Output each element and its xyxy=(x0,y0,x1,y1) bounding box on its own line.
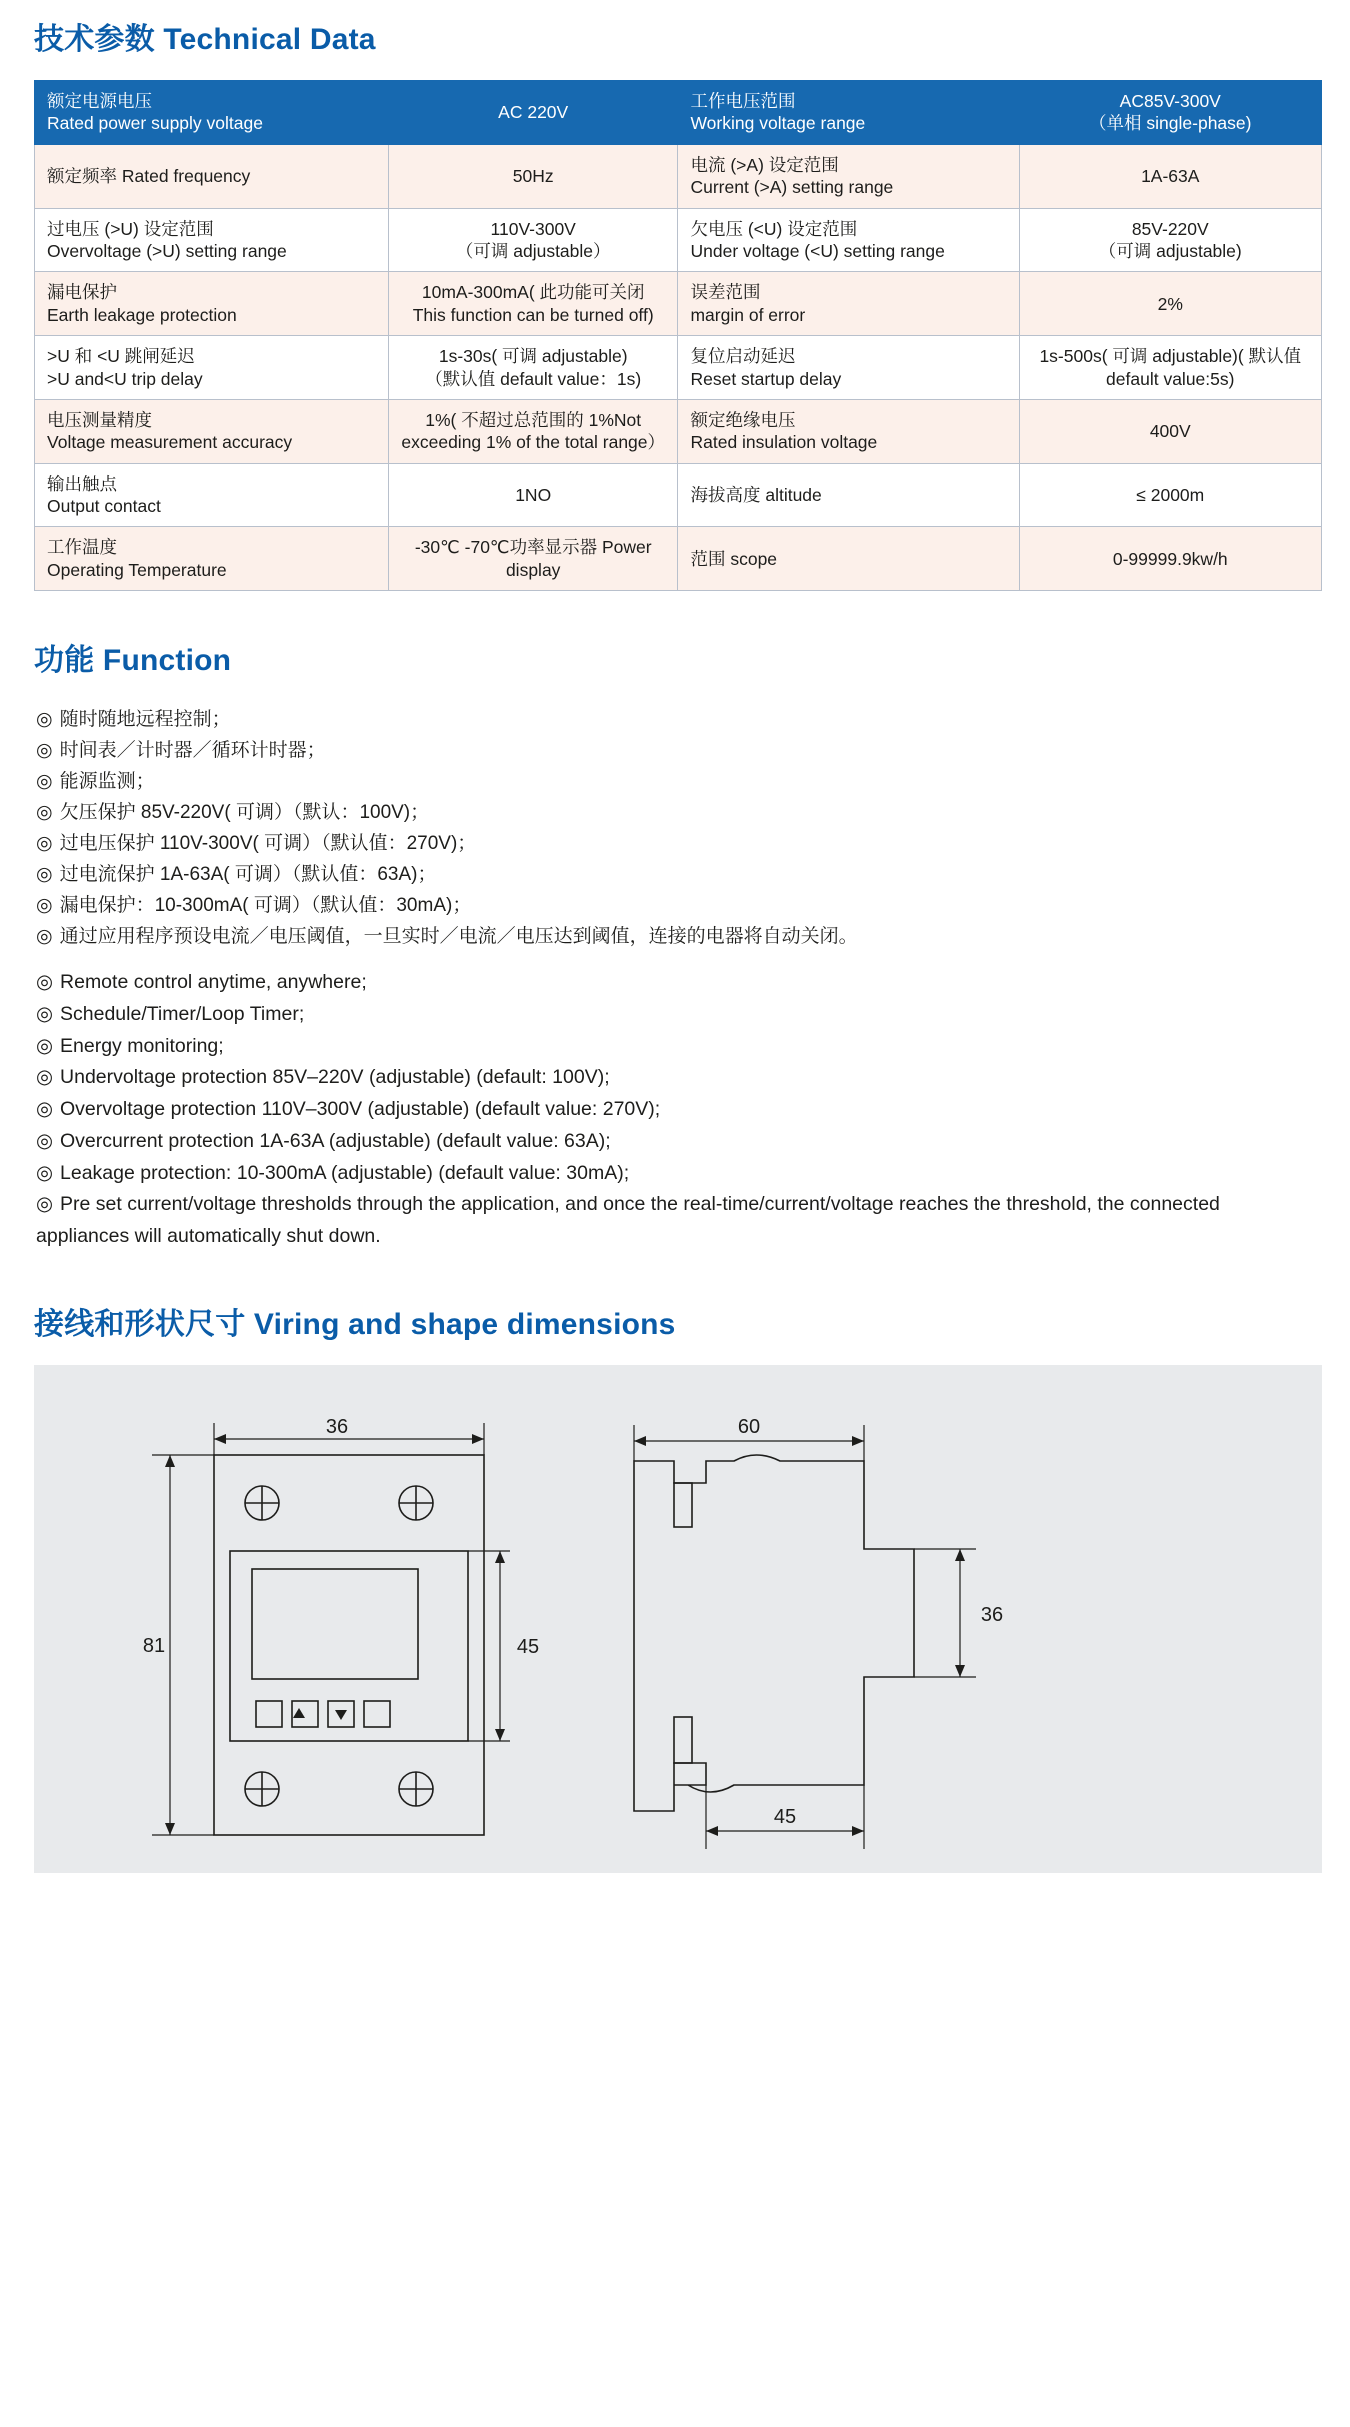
table-cell: 2% xyxy=(1019,272,1321,336)
technical-data-table xyxy=(34,80,1322,591)
list-item-label: Leakage protection: 10-300mA (adjustable) (default value: 30mA); xyxy=(60,1161,630,1184)
dim-front-width-label: 36 xyxy=(325,1416,349,1439)
list-item xyxy=(36,1062,1316,1094)
table-cell: 复位启动延迟 Reset startup delay xyxy=(678,336,1019,400)
bullet-icon: ◎ xyxy=(36,1002,54,1025)
table-cell: 误差范围 margin of error xyxy=(678,272,1019,336)
bullet-icon: ◎ xyxy=(36,833,53,855)
table-row xyxy=(35,463,1322,527)
table-cell: 110V-300V （可调 adjustable） xyxy=(388,208,678,272)
table-cell: 工作温度 Operating Temperature xyxy=(35,527,389,591)
bullet-icon: ◎ xyxy=(36,864,53,886)
list-separator xyxy=(36,953,1316,967)
bullet-icon: ◎ xyxy=(36,895,53,917)
technical-data-table-wrap xyxy=(30,58,1320,591)
list-item-label: 通过应用程序预设电流／电压阈值，一旦实时／电流／电压达到阈值，连接的电器将自动关闭。 xyxy=(59,926,858,948)
table-row xyxy=(35,208,1322,272)
list-item xyxy=(36,1189,1316,1253)
table-cell: 1NO xyxy=(388,463,678,527)
table-cell: 电流 (>A) 设定范围 Current (>A) setting range xyxy=(678,144,1019,208)
table-cell: 1%( 不超过总范围的 1%Not exceeding 1% of the total range） xyxy=(388,399,678,463)
list-item xyxy=(36,922,1316,953)
list-item-label: Energy monitoring; xyxy=(60,1034,224,1057)
list-item xyxy=(36,1094,1316,1126)
table-cell: AC85V-300V （单相 single-phase) xyxy=(1019,81,1321,145)
table-cell: 0-99999.9kw/h xyxy=(1019,527,1321,591)
dim-front-height-label: 81 xyxy=(142,1635,166,1658)
list-item xyxy=(36,767,1316,798)
list-item-label: Undervoltage protection 85V–220V (adjustable) (default: 100V); xyxy=(60,1066,610,1089)
dimensions-heading: 接线和形状尺寸 Viring and shape dimensions xyxy=(34,1308,676,1342)
list-item-label: Pre set current/voltage thresholds through the application, and once the real-time/current/voltage reaches the threshold, the connected appliances will automatically shut down. xyxy=(36,1193,1226,1248)
list-item xyxy=(36,1158,1316,1190)
table-row xyxy=(35,336,1322,400)
bullet-icon: ◎ xyxy=(36,1034,54,1057)
function-heading: 功能 Function xyxy=(34,644,232,678)
dimensions-figure xyxy=(34,1365,1322,1873)
dim-side-bottom-label: 45 xyxy=(773,1806,797,1829)
list-item xyxy=(36,999,1316,1031)
table-row xyxy=(35,144,1322,208)
bullet-icon: ◎ xyxy=(36,1129,54,1152)
down-arrow-icon xyxy=(335,1710,347,1720)
table-row xyxy=(35,399,1322,463)
list-item xyxy=(36,829,1316,860)
bullet-icon: ◎ xyxy=(36,1193,54,1216)
table-cell: 400V xyxy=(1019,399,1321,463)
table-cell: 范围 scope xyxy=(678,527,1019,591)
table-cell: 85V-220V （可调 adjustable) xyxy=(1019,208,1321,272)
list-item xyxy=(36,967,1316,999)
list-item xyxy=(36,860,1316,891)
table-cell: 10mA-300mA( 此功能可关闭 This function can be turned off) xyxy=(388,272,678,336)
technical-data-heading: 技术参数 Technical Data xyxy=(34,23,376,56)
list-item xyxy=(36,1126,1316,1158)
list-item-label: 欠压保护 85V-220V( 可调）（默认：100V)； xyxy=(59,802,430,824)
table-cell: -30℃ -70℃功率显示器 Power display xyxy=(388,527,678,591)
table-cell: 1s-30s( 可调 adjustable) （默认值 default value：1s) xyxy=(388,336,678,400)
list-item-label: Overcurrent protection 1A-63A (adjustable) (default value: 63A); xyxy=(60,1129,611,1152)
bullet-icon: ◎ xyxy=(36,926,53,948)
table-cell: 工作电压范围 Working voltage range xyxy=(678,81,1019,145)
function-list xyxy=(30,679,1320,1253)
table-cell: 输出触点 Output contact xyxy=(35,463,389,527)
list-item xyxy=(36,736,1316,767)
dim-side-width-label: 60 xyxy=(737,1416,761,1439)
list-item-label: Remote control anytime, anywhere; xyxy=(60,971,367,993)
table-cell: 漏电保护 Earth leakage protection xyxy=(35,272,389,336)
table-cell: AC 220V xyxy=(388,81,678,145)
list-item-label: 随时随地远程控制； xyxy=(59,709,231,731)
list-item-label: 过电流保护 1A-63A( 可调）（默认值：63A)； xyxy=(59,864,437,886)
list-item-label: Overvoltage protection 110V–300V (adjustable) (default value: 270V); xyxy=(60,1098,661,1121)
dim-side-inner-label: 36 xyxy=(980,1604,1004,1627)
table-row xyxy=(35,272,1322,336)
table-cell: 1s-500s( 可调 adjustable)( 默认值 default value:5s) xyxy=(1019,336,1321,400)
table-row xyxy=(35,527,1322,591)
list-item-label: 时间表／计时器／循环计时器； xyxy=(59,740,326,762)
list-item-label: Schedule/Timer/Loop Timer; xyxy=(60,1002,305,1025)
up-arrow-icon xyxy=(293,1708,305,1718)
table-cell: 额定频率 Rated frequency xyxy=(35,144,389,208)
bullet-icon: ◎ xyxy=(36,1161,54,1184)
list-item-label: 能源监测； xyxy=(59,771,155,793)
dim-front-inner-height-label: 45 xyxy=(516,1636,540,1659)
bullet-icon: ◎ xyxy=(36,740,53,762)
table-cell: 额定电源电压 Rated power supply voltage xyxy=(35,81,389,145)
table-row xyxy=(35,81,1322,145)
bullet-icon: ◎ xyxy=(36,1066,54,1089)
table-cell: 额定绝缘电压 Rated insulation voltage xyxy=(678,399,1019,463)
bullet-icon: ◎ xyxy=(36,709,53,731)
table-cell: ≤ 2000m xyxy=(1019,463,1321,527)
list-item xyxy=(36,705,1316,736)
list-item-label: 漏电保护：10-300mA( 可调）（默认值：30mA)； xyxy=(59,895,472,917)
table-cell: 1A-63A xyxy=(1019,144,1321,208)
table-cell: 海拔高度 altitude xyxy=(678,463,1019,527)
list-item xyxy=(36,891,1316,922)
bullet-icon: ◎ xyxy=(36,971,54,993)
table-cell: 过电压 (>U) 设定范围 Overvoltage (>U) setting range xyxy=(35,208,389,272)
list-item xyxy=(36,1031,1316,1063)
bullet-icon: ◎ xyxy=(36,1098,54,1121)
bullet-icon: ◎ xyxy=(36,802,53,824)
table-cell: 50Hz xyxy=(388,144,678,208)
list-item xyxy=(36,798,1316,829)
bullet-icon: ◎ xyxy=(36,771,53,793)
table-cell: 电压测量精度 Voltage measurement accuracy xyxy=(35,399,389,463)
table-cell: >U 和 <U 跳闸延迟 >U and<U trip delay xyxy=(35,336,389,400)
list-item-label: 过电压保护 110V-300V( 可调）（默认值：270V)； xyxy=(59,833,477,855)
table-cell: 欠电压 (<U) 设定范围 Under voltage (<U) setting range xyxy=(678,208,1019,272)
